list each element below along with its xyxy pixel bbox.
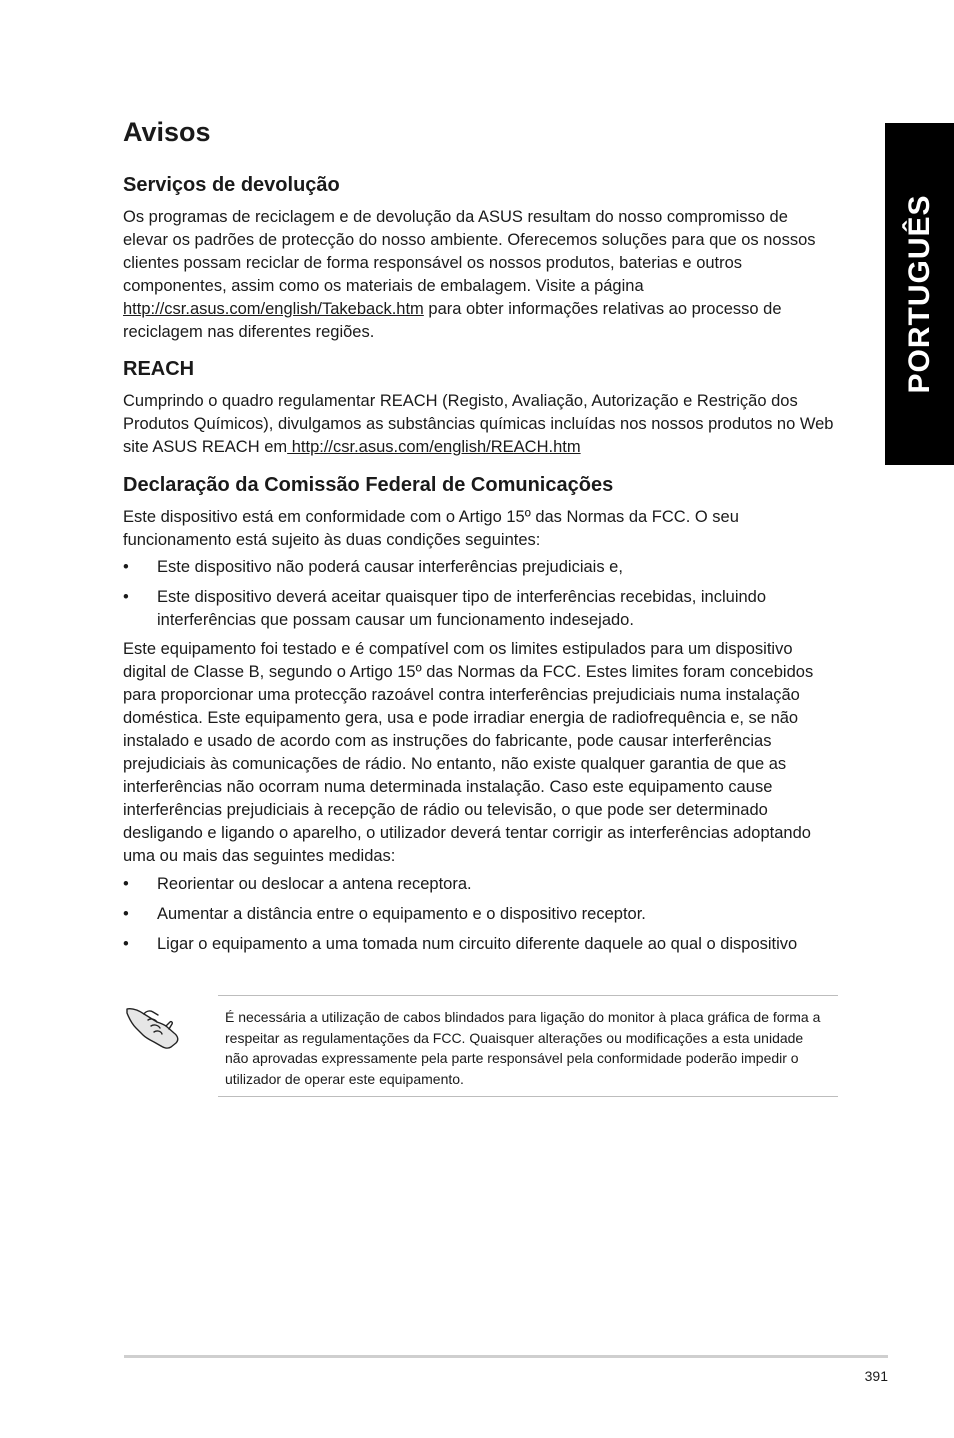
- reach-paragraph: [123, 390, 835, 459]
- takeback-link[interactable]: http://csr.asus.com/english/Takeback.htm: [123, 300, 424, 318]
- fcc-conditions-list: [123, 556, 835, 632]
- note-box: [218, 995, 838, 1097]
- reach-text: Cumprindo o quadro regulamentar REACH (Registo, Avaliação, Autorização e Restrição dos Produtos Químicos), divulgamos as substâncias químicas incluídas nos nossos produtos no Web site ASUS REACH em: [123, 392, 834, 456]
- reach-link[interactable]: http://csr.asus.com/english/REACH.htm: [287, 438, 581, 456]
- fcc-heading: Declaração da Comissão Federal de Comunicações: [123, 474, 614, 496]
- hand-note-icon: [124, 1002, 182, 1050]
- takeback-text: Os programas de reciclagem e de devolução da ASUS resultam do nosso compromisso de elevar os padrões de protecção do nosso ambiente. Oferecemos soluções para que os nossos clientes possam reciclar de forma responsável os nossos produtos, baterias e outros componentes, assim como os materiais de embalagem. Visite a página: [123, 208, 816, 295]
- list-item: • Aumentar a distância entre o equipamento e o dispositivo receptor.: [123, 903, 835, 926]
- fcc-intro: Este dispositivo está em conformidade com o Artigo 15º das Normas da FCC. O seu funcionamento está sujeito às duas condições seguintes:: [123, 508, 739, 549]
- page-title: Avisos: [123, 117, 211, 147]
- language-tab: [885, 123, 954, 465]
- takeback-text-end: para obter informações relativas ao processo de reciclagem nas diferentes regiões.: [123, 300, 782, 341]
- list-item: • Este dispositivo deverá aceitar quaisquer tipo de interferências recebidas, incluindo interferências que possam causar um funcionamento indesejado.: [123, 586, 835, 632]
- list-item: • Este dispositivo não poderá causar interferências prejudiciais e,: [123, 556, 835, 579]
- reach-heading: REACH: [123, 358, 195, 380]
- takeback-heading: Serviços de devolução: [123, 174, 340, 196]
- takeback-paragraph: [123, 206, 835, 344]
- list-item: • Ligar o equipamento a uma tomada num circuito diferente daquele ao qual o dispositivo: [123, 933, 835, 956]
- page-number: 391: [864, 1368, 888, 1384]
- language-tab-label: PORTUGUÊS: [902, 194, 936, 394]
- footer-divider: [124, 1355, 888, 1358]
- fcc-measures-list: [123, 873, 835, 956]
- list-item: • Reorientar ou deslocar a antena receptora.: [123, 873, 835, 896]
- note-text: É necessária a utilização de cabos blindados para ligação do monitor à placa gráfica de forma a respeitar as regulamentações da FCC. Quaisquer alterações ou modificações a esta unidade não aprovadas expressamente pela parte responsável pela conformidade poderão impedir o utilizador de operar este equipamento.: [225, 1009, 821, 1087]
- fcc-body: Este equipamento foi testado e é compatível com os limites estipulados para um dispositivo digital de Classe B, segundo o Artigo 15º das Normas da FCC. Estes limites foram concebidos para proporcionar uma protecção razoável contra interferências prejudiciais numa instalação doméstica. Este equipamento gera, usa e pode irradiar energia de radiofrequência e, se não instalado e usado de acordo com as instruções do fabricante, pode causar interferências prejudiciais às comunicações de rádio. No entanto, não existe qualquer garantia de que as interferências não ocorram numa determinada instalação. Caso este equipamento cause interferências prejudiciais à recepção de rádio ou televisão, o que pode ser determinado desligando e ligando o aparelho, o utilizador deverá tentar corrigir as interferências adoptando uma ou mais das seguintes medidas:: [123, 640, 814, 865]
